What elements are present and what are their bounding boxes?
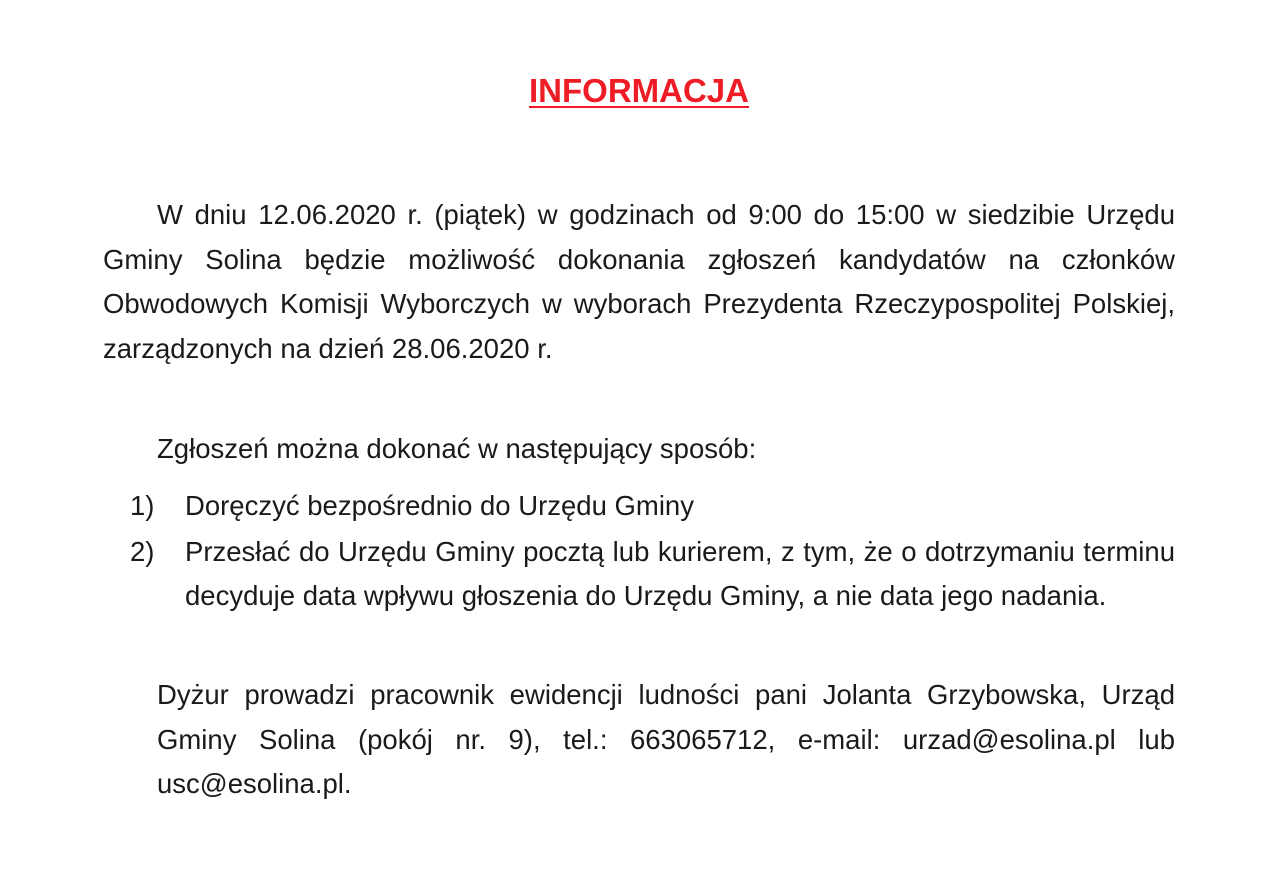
paragraph-contact-text: Dyżur prowadzi pracownik ewidencji ludności pani Jolanta Grzybowska, Urząd Gminy Solina (pokój nr. 9), tel.: 663065712, e-mail: urzad@esolina.pl lub usc@esolina.pl. xyxy=(157,679,1175,799)
paragraph-methods-intro-text: Zgłoszeń można dokonać w następujący sposób: xyxy=(157,433,757,464)
list-item-text: Przesłać do Urzędu Gminy pocztą lub kurierem, z tym, że o dotrzymaniu terminu decyduje data wpływu głoszenia do Urzędu Gminy, a nie data jego nadania. xyxy=(185,535,1175,611)
list-item-number: 1) xyxy=(130,490,155,521)
document-title-text: INFORMACJA xyxy=(529,72,749,109)
paragraph-contact xyxy=(157,673,1175,807)
methods-list xyxy=(103,484,1175,620)
list-item xyxy=(103,484,1175,529)
list-item xyxy=(103,530,1175,619)
paragraph-announcement-text: W dniu 12.06.2020 r. (piątek) w godzinach od 9:00 do 15:00 w siedzibie Urzędu Gminy Solina będzie możliwość dokonania zgłoszeń kandydatów na członków Obwodowych Komisji Wyborczych w wyborach Prezydenta Rzeczypospolitej Polskiej, zarządzonych na dzień 28.06.2020 r. xyxy=(103,199,1175,364)
list-item-number: 2) xyxy=(130,535,155,567)
paragraph-methods-intro xyxy=(157,427,1175,472)
document-title xyxy=(0,68,1278,114)
paragraph-announcement xyxy=(103,193,1175,371)
list-item-text: Doręczyć bezpośrednio do Urzędu Gminy xyxy=(185,490,694,521)
